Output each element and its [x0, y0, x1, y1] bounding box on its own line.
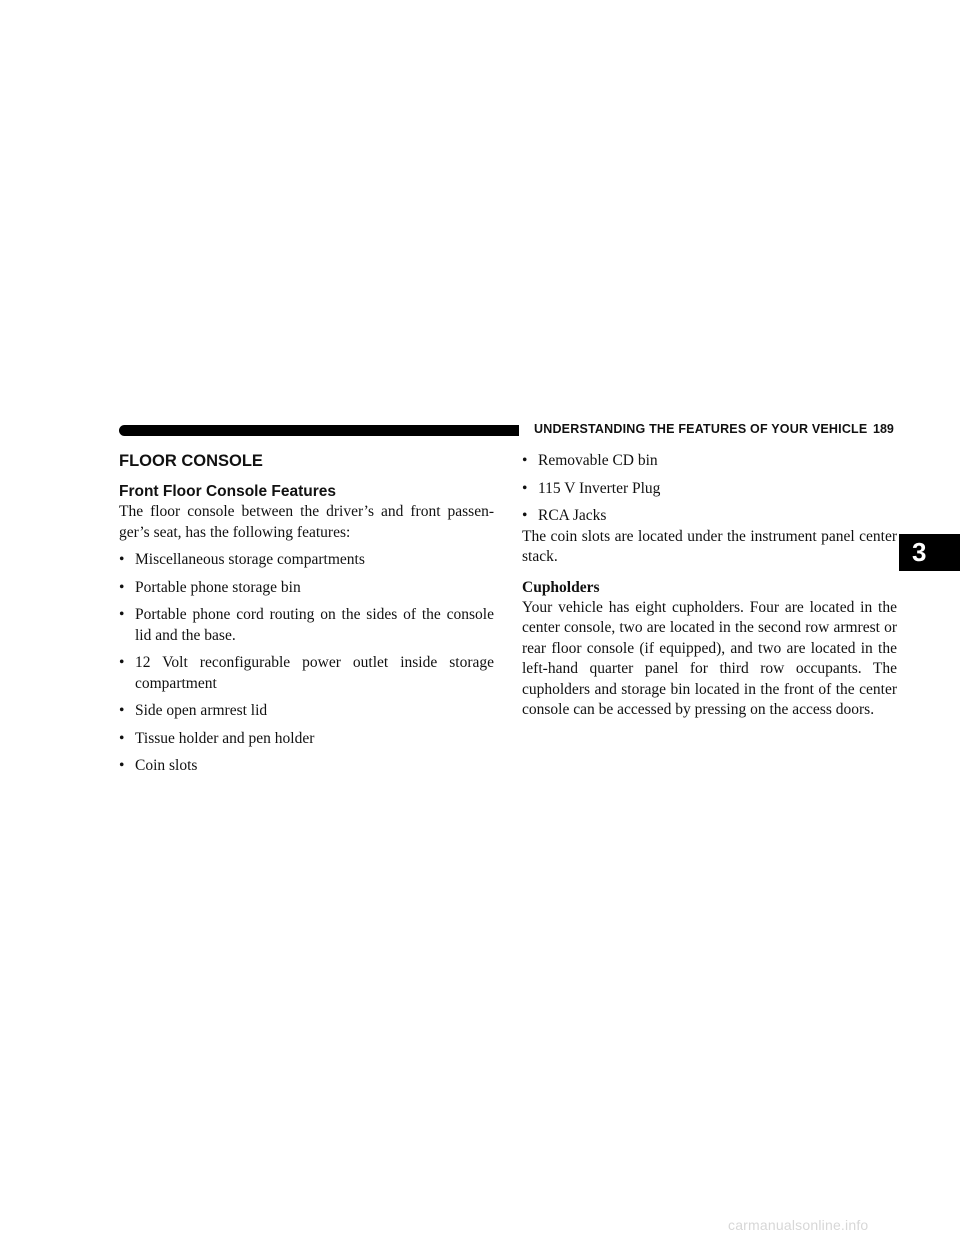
intro-paragraph: The floor console between the driver’s and front passen-ger’s seat, has the following features: — [119, 503, 494, 541]
cupholders-paragraph: Your vehicle has eight cupholders. Four are located in the center console, two are located in the second row armrest or rear floor console (if equipped), and two are located in the left-hand quarter panel for third row occupants. The cupholders and storage bin located in the front of the center console can be accessed by pressing on the access doors. — [522, 598, 897, 718]
feature-list — [119, 550, 494, 777]
bullet-icon: • — [119, 578, 125, 596]
bullet-icon: • — [119, 551, 125, 568]
list-item: • 12 Volt reconfigurable power outlet inside storage compartment — [119, 654, 494, 692]
page-number: 189 — [873, 422, 894, 436]
watermark: carmanualsonline.info — [728, 1217, 869, 1233]
bullet-icon: • — [119, 757, 125, 774]
cupholders-heading: Cupholders — [522, 578, 600, 596]
bullet-icon: • — [119, 729, 125, 747]
left-column — [119, 450, 494, 777]
header-rule — [119, 425, 519, 436]
coin-slots-paragraph: The coin slots are located under the instrument panel center stack. — [522, 527, 897, 565]
list-item: • Side open armrest lid — [119, 701, 494, 722]
list-item: • RCA Jacks — [522, 506, 897, 527]
bullet-icon: • — [522, 452, 528, 469]
bullet-icon: • — [522, 507, 528, 524]
list-item: • Removable CD bin — [522, 451, 897, 472]
subsection-heading: Front Floor Console Features — [119, 483, 337, 500]
list-item: • Portable phone cord routing on the sides of the console lid and the base. — [119, 606, 494, 644]
list-item: • Miscellaneous storage compartments — [119, 550, 494, 571]
chapter-tab: 3 — [899, 534, 960, 571]
right-column — [522, 450, 897, 721]
list-item: • Coin slots — [119, 756, 494, 777]
bullet-icon: • — [119, 702, 125, 719]
bullet-icon: • — [522, 479, 528, 497]
section-heading: FLOOR CONSOLE — [119, 452, 263, 470]
bullet-icon: • — [119, 606, 125, 623]
list-item: • Portable phone storage bin — [119, 578, 494, 599]
bullet-icon: • — [119, 654, 125, 671]
running-header-title: UNDERSTANDING THE FEATURES OF YOUR VEHICLE — [534, 422, 868, 436]
list-item: • Tissue holder and pen holder — [119, 729, 494, 750]
feature-list-continued — [522, 451, 897, 527]
list-item: • 115 V Inverter Plug — [522, 479, 897, 500]
